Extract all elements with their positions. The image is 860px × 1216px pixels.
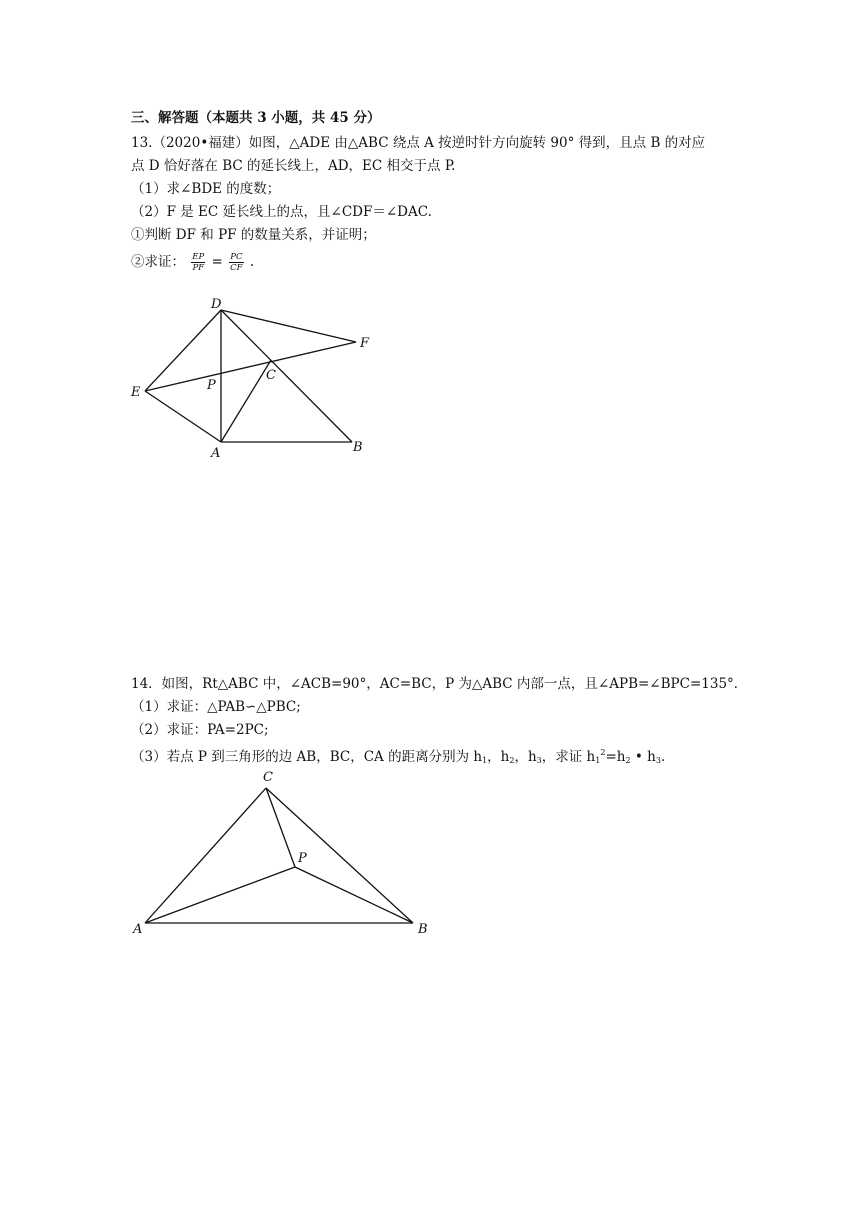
section-title: 三、解答题（本题共 3 小题，共 45 分）	[131, 110, 381, 126]
q13-line2: 点 D 恰好落在 BC 的延长线上，AD，EC 相交于点 P.	[131, 158, 456, 174]
q14-part1: （1）求证：△PAB∽△PBC;	[131, 699, 301, 715]
label-a: A	[133, 922, 143, 937]
q13-line1: 13.（2020•福建）如图，△ADE 由△ABC 绕点 A 按逆时针方向旋转 90° 得到，且点 B 的对应	[131, 135, 706, 151]
q14-part3-eq: =h	[605, 749, 626, 765]
segment-cp	[266, 788, 295, 867]
label-p: P	[298, 851, 307, 866]
fraction-numerator: PC	[230, 252, 243, 262]
q13-part1: （1）求∠BDE 的度数；	[131, 181, 281, 197]
separator: ，h	[514, 749, 537, 765]
label-b: B	[353, 440, 363, 455]
subscript: 3	[655, 756, 661, 765]
subscript: 1	[595, 756, 601, 765]
equals-sign: =	[211, 254, 223, 270]
q13-part2: （2）F 是 EC 延长线上的点，且∠CDF＝∠DAC.	[131, 204, 432, 220]
label-d: D	[211, 297, 222, 312]
q14-part2: （2）求证：PA=2PC;	[131, 722, 269, 738]
subscript: 1	[482, 756, 488, 765]
dot-operator: • h	[630, 749, 656, 765]
fraction-denominator: PF	[192, 263, 205, 273]
q13-part2b-suffix: .	[249, 254, 255, 270]
period: .	[660, 749, 666, 765]
subscript: 2	[625, 756, 631, 765]
fraction-denominator: CF	[230, 263, 243, 273]
segment-cb	[266, 788, 413, 923]
q14-part3-mid: ，求证 h	[541, 749, 596, 765]
segment-pb	[295, 867, 413, 923]
q13-part2a: ①判断 DF 和 PF 的数量关系，并证明；	[131, 227, 376, 243]
separator: ，h	[487, 749, 510, 765]
segment-pa	[145, 867, 295, 923]
label-c: C	[266, 368, 276, 383]
subscript: 2	[509, 756, 515, 765]
label-e: E	[131, 385, 141, 400]
subscript: 3	[536, 756, 542, 765]
label-f: F	[360, 336, 370, 351]
label-p: P	[207, 378, 216, 393]
q13-part2b-prefix: ②求证：	[131, 254, 185, 270]
label-a: A	[211, 446, 221, 461]
q14-part3-text: （3）若点 P 到三角形的边 AB，BC，CA 的距离分别为 h	[131, 749, 483, 765]
fraction-numerator: EP	[192, 252, 205, 262]
segment-ca	[145, 788, 266, 923]
label-b: B	[418, 922, 428, 937]
q14-line1: 14．如图，Rt△ABC 中，∠ACB=90°，AC=BC，P 为△ABC 内部一点，且∠APB=∠BPC=135°．	[131, 676, 748, 692]
label-c: C	[263, 770, 273, 785]
superscript: 2	[600, 748, 606, 757]
